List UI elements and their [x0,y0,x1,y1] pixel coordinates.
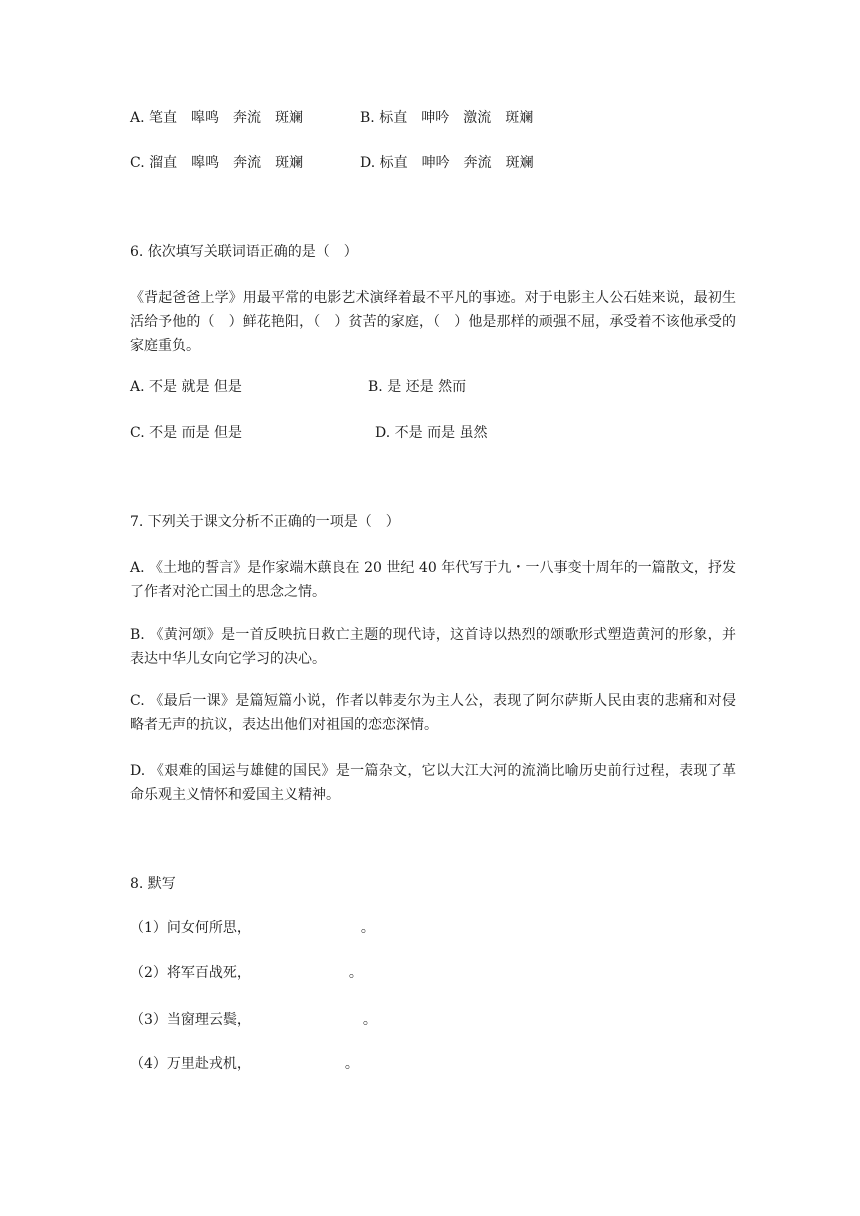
q8-item-end: 。 [360,920,375,936]
q8-item-2 [130,963,363,983]
q8-item-end: 。 [348,965,363,981]
q6-passage: 《背起爸爸上学》用最平常的电影艺术演绎着最不平凡的事迹。对于电影主人公石娃来说，最初生活给予他的（ ）鲜花艳阳，（ ）贫苦的家庭，（ ）他是那样的顽强不屈，承受着不该他承受的家庭重负。 [130,290,736,354]
q6-option-d: D. 不是 而是 虽然 [375,425,488,441]
q8-item-prefix: （3）当窗理云鬓， [130,1012,251,1028]
q5-option-a: A. 笔直 嗥鸣 奔流 斑斓 [130,110,304,126]
q8-item-prefix: （4）万里赴戎机， [130,1056,251,1072]
q8-item-1 [130,918,375,938]
q8-item-end: 。 [344,1056,359,1072]
q7-option-a: A. 《土地的誓言》是作家端木蕻良在 20 世纪 40 年代写于九・一八事变十周年的一篇散文，抒发了作者对沦亡国土的思念之情。 [130,560,736,600]
q6-option-a: A. 不是 就是 但是 [130,379,242,395]
q7-option-b: B. 《黄河颂》是一首反映抗日救亡主题的现代诗，这首诗以热烈的颂歌形式塑造黄河的形象，并表达中华儿女向它学习的决心。 [130,627,736,667]
q5-option-b: B. 标直 呻吟 激流 斑斓 [360,110,534,126]
q5-option-c: C. 溜直 嗥鸣 奔流 斑斓 [130,155,304,171]
q6-option-b: B. 是 还是 然而 [368,379,467,395]
q8-stem: 8. 默写 [130,876,176,892]
q6-stem: 6. 依次填写关联词语正确的是（ ） [130,244,358,260]
q7-option-c: C. 《最后一课》是篇短篇小说，作者以韩麦尔为主人公，表现了阿尔萨斯人民由衷的悲痛和对侵略者无声的抗议，表达出他们对祖国的恋恋深情。 [130,693,736,733]
q8-item-prefix: （1）问女何所思， [130,920,251,936]
q8-item-4 [130,1054,359,1074]
q7-stem: 7. 下列关于课文分析不正确的一项是（ ） [130,514,400,530]
q8-item-prefix: （2）将军百战死， [130,965,251,981]
q5-option-d: D. 标直 呻吟 奔流 斑斓 [360,155,534,171]
q7-option-d: D. 《艰难的国运与雄健的国民》是一篇杂文，它以大江大河的流淌比喻历史前行过程，表现了革命乐观主义情怀和爱国主义精神。 [130,763,736,803]
q8-item-end: 。 [362,1012,377,1028]
q8-item-3 [130,1010,377,1030]
q6-option-c: C. 不是 而是 但是 [130,425,243,441]
